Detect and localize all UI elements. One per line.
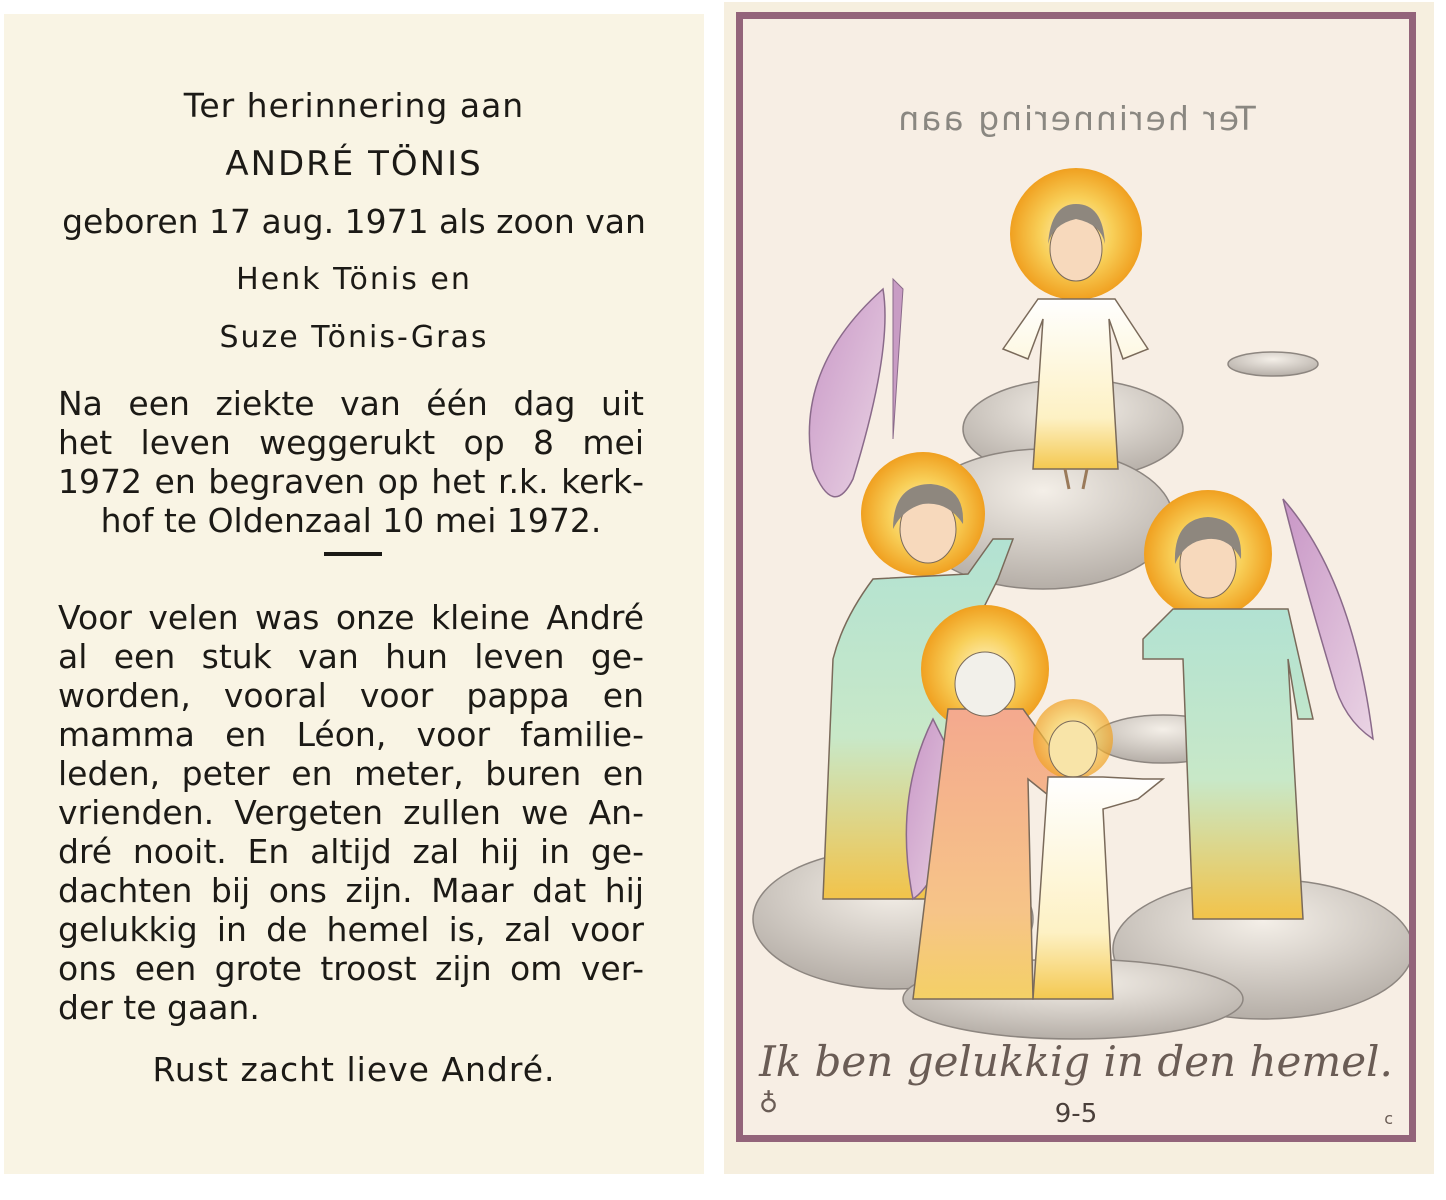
right-angel bbox=[1143, 490, 1373, 919]
text-line: vrienden. Vergeten zullen we An- bbox=[58, 793, 644, 832]
memorial-paragraph bbox=[58, 598, 644, 1027]
death-paragraph bbox=[58, 384, 644, 540]
text-line: al een stuk van hun leven ge- bbox=[58, 637, 644, 676]
mother-name: Suze Tönis-Gras bbox=[219, 320, 489, 355]
deceased-name: ANDRÉ TÖNIS bbox=[225, 144, 483, 184]
text-line: mamma en Léon, voor familie- bbox=[58, 715, 644, 754]
text-line: gelukkig in de hemel is, zal voor bbox=[58, 910, 644, 949]
text-line: dachten bij ons zijn. Maar dat hij bbox=[58, 871, 644, 910]
text-line: leden, peter en meter, buren en bbox=[58, 754, 644, 793]
text-line: worden, vooral voor pappa en bbox=[58, 676, 644, 715]
publisher-mark: ♁ bbox=[759, 1089, 779, 1119]
illustration-frame bbox=[736, 12, 1416, 1142]
text-card bbox=[4, 14, 704, 1174]
father-name: Henk Tönis en bbox=[236, 262, 472, 297]
copyright-mark: c bbox=[1384, 1109, 1393, 1128]
mirrored-title: Ter herinnering aan bbox=[896, 99, 1256, 138]
text-line: ons een grote troost zijn om ver- bbox=[58, 949, 644, 988]
text-line: het leven weggerukt op 8 mei bbox=[58, 423, 644, 462]
caption: Ik ben gelukkig in den hemel. bbox=[759, 1037, 1393, 1086]
card-code: 9-5 bbox=[1054, 1099, 1098, 1129]
divider bbox=[324, 552, 382, 556]
closing-line: Rust zacht lieve André. bbox=[152, 1050, 556, 1089]
text-line: Na een ziekte van één dag uit bbox=[58, 384, 644, 423]
text-line: der te gaan. bbox=[58, 988, 260, 1027]
angels-illustration bbox=[743, 19, 1409, 1135]
text-line: 1972 en begraven op het r.k. kerk- bbox=[58, 462, 644, 501]
text-line: hof te Oldenzaal 10 mei 1972. bbox=[100, 501, 602, 540]
text-line: dré nooit. En altijd zal hij in ge- bbox=[58, 832, 644, 871]
card-title: Ter herinnering aan bbox=[183, 86, 525, 125]
birth-line: geboren 17 aug. 1971 als zoon van bbox=[62, 202, 646, 241]
image-card bbox=[724, 2, 1434, 1174]
text-line: Voor velen was onze kleine André bbox=[58, 598, 644, 637]
